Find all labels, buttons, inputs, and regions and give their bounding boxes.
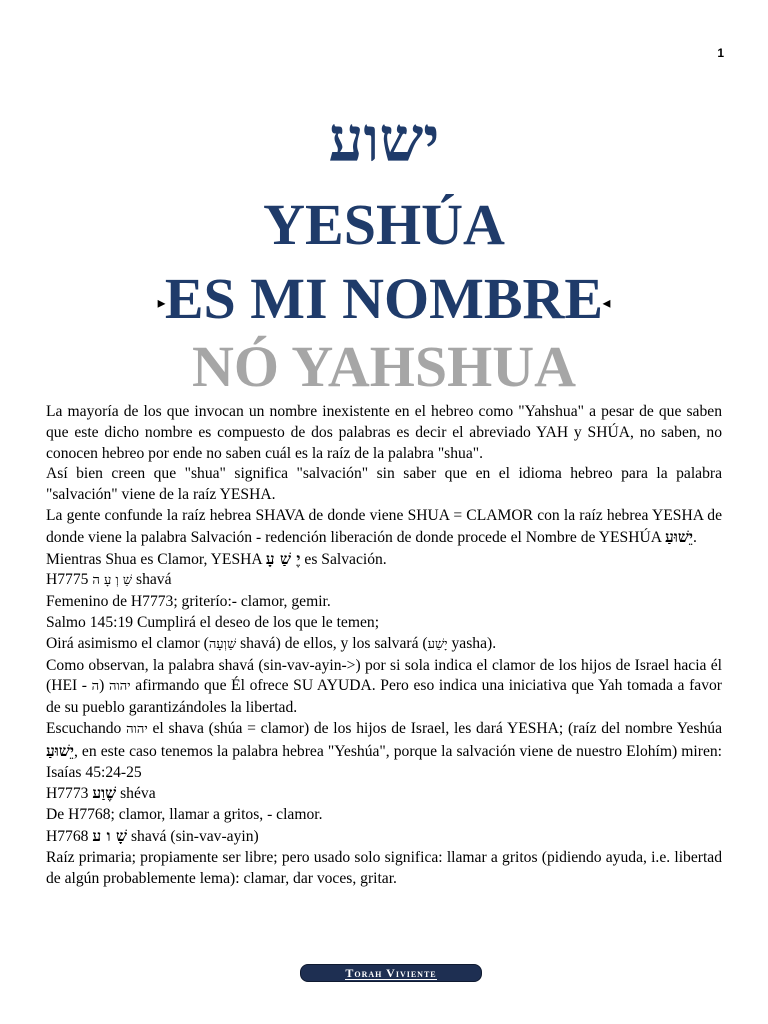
paragraph [46,826,722,848]
hebrew-word: ה [91,679,100,695]
hebrew-word: יהוה [126,721,148,737]
paragraph: La mayoría de los que invocan un nombre inexistente en el hebreo como "Yahshua" a pesar de que saben que este dicho nombre es compuesto de dos palabras es decir el abreviado YAH y SHÚA, no saben, no conocen hebreo por ende no saben cuál es la raíz de la palabra "shua". [46,403,722,462]
paragraph [46,719,722,783]
paragraph: Raíz primaria; propiamente ser libre; pero usado solo significa: llamar a gritos (pidiendo ayuda, i.e. libertad de algún probablemente lema): clamar, dar voces, gritar. [46,848,722,887]
paragraph [46,506,722,549]
arrow-left-icon: ◂ [603,296,611,312]
text: Escuchando [46,719,127,737]
text: Oirá asimismo el clamor ( [46,634,209,652]
text: Como observan, la palabra shavá (sin-vav-ayin->) por si sola indica el clamor de los hijos de Israel hacia él (HEI - [46,656,722,695]
paragraph: De H7768; clamor, llamar a gritos, - clamor. [46,806,323,824]
hebrew-word: שֶׁוַע [92,783,117,803]
text: H7773 [46,785,93,803]
text: el shava (shúa = clamor) de los hijos de Israel, les dará YESHA; (raíz del nombre Yeshúa [147,719,722,737]
title-yeshua: YESHÚA [263,192,505,257]
hebrew-word: שָׁ ו ע [92,825,128,845]
paragraph [46,783,722,805]
text: Mientras Shua es Clamor, YESHA [46,550,266,568]
text: shavá) de ellos, y los salvará ( [236,634,428,652]
text: H7775 [46,571,93,589]
hebrew-word: יֶ שַׁ עָ [265,548,301,568]
logo-text: Torah Viviente [345,965,437,980]
hebrew-title: ישוע [328,103,440,176]
hebrew-word: שַׁ וְ עָ ה [92,573,133,589]
title-es-mi-nombre [0,266,768,338]
hebrew-word: יֵשׁוּעַ [46,740,74,760]
title-no-yahshua: NÓ YAHSHUA [191,334,577,399]
hebrew-word: יֵשׁוּעַ [665,526,693,546]
paragraph [46,570,722,592]
text: shavá (sin-vav-ayin) [127,827,259,845]
text: ) [99,677,109,695]
title-2-text: ES MI NOMBRE [164,266,604,331]
text: yasha). [447,634,497,652]
paragraph: Salmo 145:19 Cumplirá el deseo de los que le temen; [46,613,380,631]
text: H7768 [46,827,93,845]
body-text [46,402,722,889]
paragraph: Así bien creen que "shua" significa "salvación" sin saber que en el idioma hebreo para la palabra "salvación" viene de la raíz YESHA. [46,465,722,504]
text: shavá [132,571,172,589]
text: , en este caso tenemos la palabra hebrea "Yeshúa", porque la salvación viene de nuestro Elohím) miren: Isaías 45:24-25 [46,742,722,781]
hebrew-word: יהוה [108,679,131,695]
text: . [693,528,697,546]
hebrew-word: שַׁוְעָה [208,636,237,652]
text: shéva [116,785,156,803]
paragraph [46,656,722,719]
page-number: 1 [717,46,724,60]
hebrew-word: יָשַׁע [427,636,448,652]
text: es Salvación. [300,550,387,568]
text: afirmando que Él ofrece SU AYUDA. Pero eso indica una iniciativa que Yah tomada a favor de su pueblo garantizándoles la libertad. [46,677,722,717]
arrow-right-icon: ▸ [157,296,165,312]
paragraph [46,549,722,571]
paragraph [46,634,722,656]
torah-viviente-logo [300,964,482,982]
paragraph: Femenino de H7773; griterío:- clamor, gemir. [46,593,331,611]
text: La gente confunde la raíz hebrea SHAVA de donde viene SHUA = CLAMOR con la raíz hebrea YESHA de donde viene la palabra Salvación - redención liberación de donde procede el Nombre de YESHÚA [46,506,722,546]
